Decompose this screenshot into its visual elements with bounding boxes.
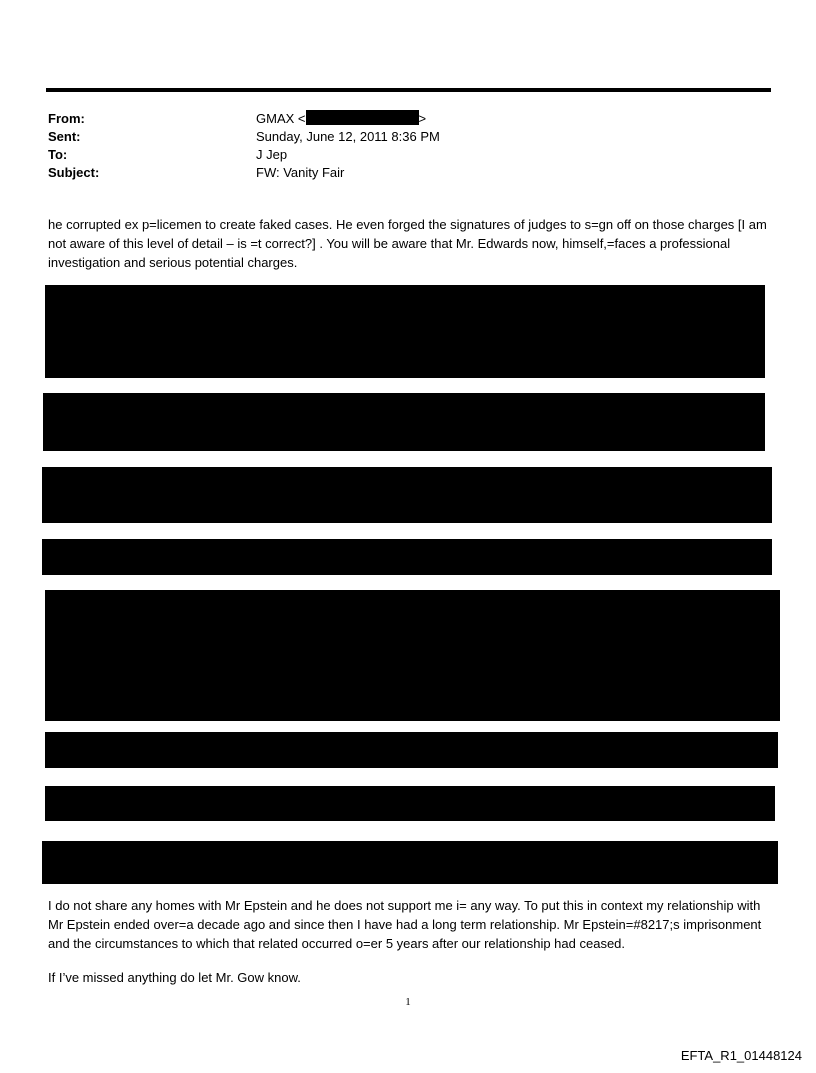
to-value: J Jep bbox=[256, 147, 288, 162]
redaction-block-4 bbox=[42, 539, 772, 575]
redaction-block-5 bbox=[45, 590, 780, 721]
to-label: To: bbox=[48, 147, 68, 162]
from-label: From: bbox=[48, 111, 85, 126]
to-row bbox=[48, 146, 768, 164]
redaction-email bbox=[306, 110, 419, 125]
redaction-block-6 bbox=[45, 732, 778, 768]
body-paragraph-2: I do not share any homes with Mr Epstein and he does not support me i= any way. To put this in context my relationship with Mr Epstein ended over=a decade ago and since then I have had a long term relationship. Mr Epstein=#8217;s imprisonment and the circumstances to which that related occurred o=er 5 years after our relationship had ceased. bbox=[48, 898, 762, 951]
from-prefix: GMAX < bbox=[256, 111, 306, 126]
sent-label: Sent: bbox=[48, 129, 81, 144]
page-number: 1 bbox=[405, 996, 411, 1008]
redaction-block-7 bbox=[45, 786, 775, 821]
sent-row bbox=[48, 128, 768, 146]
from-row bbox=[48, 110, 768, 128]
body-paragraph-1: he corrupted ex p=licemen to create faked cases. He even forged the signatures of judges to s=gn off on those charges [I am not aware of this level of detail – is =t correct?] . You will be aware that Mr. Edwards now, himself,=faces a professional investigation and serious potential charges. bbox=[48, 217, 767, 270]
subject-row bbox=[48, 164, 768, 182]
document-id: EFTA_R1_01448124 bbox=[680, 1048, 802, 1063]
sent-value: Sunday, June 12, 2011 8:36 PM bbox=[256, 129, 440, 144]
redaction-block-1 bbox=[45, 285, 765, 378]
subject-value: FW: Vanity Fair bbox=[256, 165, 345, 180]
from-suffix: > bbox=[418, 111, 427, 126]
redaction-block-8 bbox=[42, 841, 778, 884]
redaction-block-3 bbox=[42, 467, 772, 523]
body-paragraph-3: If I’ve missed anything do let Mr. Gow know. bbox=[48, 970, 301, 985]
subject-label: Subject: bbox=[48, 165, 100, 180]
header-rule bbox=[46, 88, 771, 92]
redaction-block-2 bbox=[43, 393, 765, 451]
email-header bbox=[48, 110, 768, 182]
from-value bbox=[256, 110, 768, 128]
